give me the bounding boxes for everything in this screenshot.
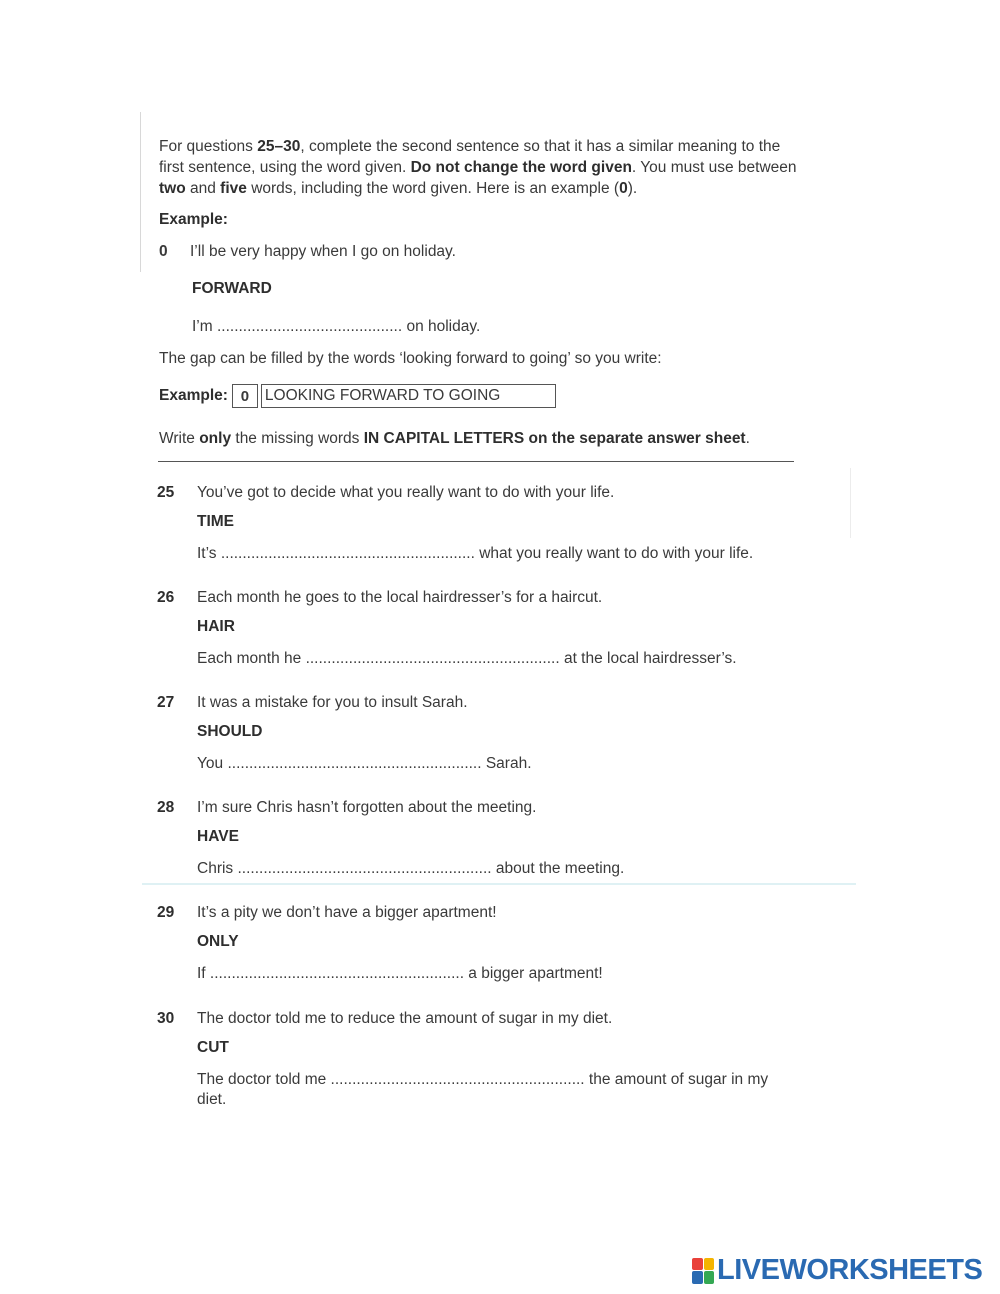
answer-gap[interactable]: Each month he ........................................................... at the local hairdresser’s. (197, 650, 737, 667)
example-answer-row (159, 383, 556, 409)
example-number: 0 (159, 243, 168, 260)
question-number: 29 (157, 904, 175, 921)
answer-gap[interactable]: If ........................................................... a bigger apartment! (197, 965, 603, 982)
question-number: 27 (157, 694, 175, 711)
question-keyword: TIME (197, 513, 235, 530)
answer-gap[interactable]: Chris ........................................................... about the meeting. (197, 860, 625, 877)
question-sentence: Each month he goes to the local hairdresser’s for a haircut. (197, 589, 603, 606)
question-sentence: The doctor told me to reduce the amount of sugar in my diet. (197, 1010, 613, 1027)
write-instruction: Write only the missing words IN CAPITAL LETTERS on the separate answer sheet. (159, 430, 750, 447)
question-number: 28 (157, 799, 175, 816)
question-keyword: ONLY (197, 933, 239, 950)
logo-text: LIVEWORKSHEETS (717, 1254, 983, 1286)
question-sentence: I’m sure Chris hasn’t forgotten about the meeting. (197, 799, 537, 816)
example-gap-note: The gap can be filled by the words ‘looking forward to going’ so you write: (159, 350, 662, 367)
answer-gap[interactable]: You ........................................................... Sarah. (197, 755, 532, 772)
instructions: For questions 25–30, complete the second sentence so that it has a similar meaning to the first sentence, using the word given. Do not change the word given. You must use between two and five words, including the word given. Here is an example (0). (159, 138, 797, 197)
example-answer-number-box: 0 (232, 384, 258, 408)
logo-square (692, 1271, 703, 1284)
example-sentence: I’ll be very happy when I go on holiday. (190, 243, 456, 260)
question-number: 30 (157, 1010, 175, 1027)
answer-gap[interactable]: The doctor told me ........................................................... the amount of sugar in my diet. (197, 1071, 769, 1108)
logo-square (704, 1271, 715, 1284)
example-gap-sentence: I’m ........................................... on holiday. (192, 318, 481, 335)
liveworksheets-logo (692, 1254, 982, 1287)
question-keyword: CUT (197, 1039, 229, 1056)
question-number: 26 (157, 589, 175, 606)
scan-mark (850, 468, 851, 538)
logo-square (704, 1258, 715, 1271)
example-keyword: FORWARD (192, 280, 272, 297)
left-margin-line (140, 112, 141, 272)
question-keyword: HAIR (197, 618, 235, 635)
scan-line (142, 883, 856, 885)
logo-square (692, 1258, 703, 1271)
question-sentence: It was a mistake for you to insult Sarah. (197, 694, 468, 711)
answer-gap[interactable]: It’s ........................................................... what you really want to do with your life. (197, 545, 754, 562)
logo-icon (692, 1258, 714, 1284)
question-number: 25 (157, 484, 175, 501)
section-divider (158, 461, 794, 462)
example-answer-box: LOOKING FORWARD TO GOING (261, 384, 556, 408)
question-keyword: HAVE (197, 828, 239, 845)
question-sentence: It’s a pity we don’t have a bigger apartment! (197, 904, 497, 921)
question-keyword: SHOULD (197, 723, 263, 740)
example-label: Example: (159, 211, 228, 228)
example-answer-label: Example: (159, 387, 228, 404)
question-sentence: You’ve got to decide what you really want to do with your life. (197, 484, 615, 501)
